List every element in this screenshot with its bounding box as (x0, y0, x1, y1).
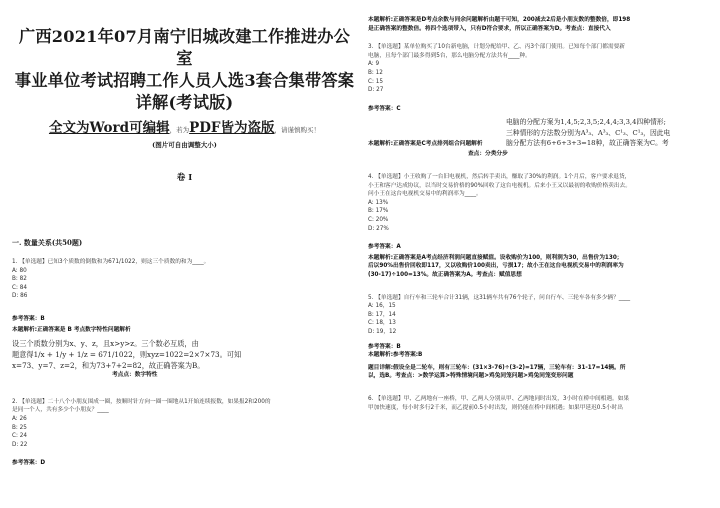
q4-explanation (368, 254, 712, 280)
doc-title-line1: 广西2021年07月南宁旧城改建工作推进办公室 (19, 27, 350, 68)
q2-option-d: D: 22 (12, 441, 28, 448)
q2-option-a: A: 26 (12, 415, 27, 422)
q2-answer: 参考答案：D (12, 460, 46, 467)
q4-answer: 参考答案：A (368, 244, 401, 251)
q2-explain-line1: 本题解析:正确答案是D考点余数与同余问题解析由题干可知，200减去2后是小朋友数的整数倍，即198 (368, 17, 631, 23)
q1-option-a: A: 80 (12, 267, 27, 274)
volume-label: 卷 I (176, 173, 193, 183)
doc-title-line3: 详解(考试版) (135, 93, 234, 112)
left-column (12, 0, 357, 508)
q3-option-c: C: 15 (368, 78, 383, 85)
q1-point: 考点点：数字特性 (112, 372, 158, 379)
q1-explain-head: 本题解析:正确答案是 B 考点数字特性问题解析 (12, 326, 131, 333)
banner-pdf-warning: PDF皆为盗版 (189, 120, 275, 136)
q5-explanation (368, 364, 712, 381)
q1-solution-line1: 设三个质数分别为x、y、z，且x>y>z。三个数必互质，由 (12, 339, 199, 349)
q1-solution (12, 338, 357, 371)
q2-option-c: C: 24 (12, 433, 27, 440)
right-column (368, 0, 712, 508)
q3-point: 查点：分类分步 (468, 151, 508, 158)
q5-stem: 5. 【单选题】自行车和三轮车合计31辆，这31辆车共有76个轮子，问自行车、三轮车各有多少辆？____ (368, 294, 631, 301)
q3-option-d: D: 27 (368, 87, 384, 94)
editable-banner (12, 118, 357, 139)
q4-stem-line1: 4. 【单选题】小王收购了一台旧电视机，然后转手卖出，赚取了30%的利润。1个月后，客户要求退货， (368, 174, 631, 181)
q3-stem-line1: 3. 【单选题】某单位购买了10台新电脑，计划分配给甲、乙、丙3个部门使用。已知每个部门都需要新 (368, 44, 625, 51)
section-heading: 一. 数量关系(共50题) (12, 238, 83, 247)
q1-option-b: B: 82 (12, 276, 27, 283)
q6-stem-line1: 6. 【单选题】甲、乙两地有一座桥，甲、乙两人分别从甲、乙两地同时出发，3小时在桥中间相遇。如果 (368, 395, 630, 402)
q4-option-d: D: 27% (368, 225, 389, 232)
banner-word-editable: 全文为Word可编辑 (48, 120, 170, 136)
q1-answer: 参考答案：B (12, 315, 45, 322)
banner-note: ，请谨慎购买！ (274, 126, 321, 134)
q2-stem-line1: 2. 【单选题】二十八个小朋友围成一圈，按顺时针方向一圈一圈地从1开始连续报数，如果报2和200的 (12, 398, 271, 405)
q4-stem-line3: 问小王在这台电视机交易中的利润率为____。 (368, 191, 482, 198)
banner-mid: ，若为 (169, 126, 190, 134)
q3-solution-line3: 脑分配方法有6+6+3+3=18种，故正确答案为C。考 (506, 139, 669, 148)
q5-option-b: B: 17，14 (368, 311, 396, 318)
doc-title-line2: 事业单位考试招聘工作人员人选3套合集带答案 (14, 71, 355, 90)
q3-answer: 参考答案：C (368, 105, 401, 112)
q4-explain-line1: 本题解析:正确答案是A考点经济利润问题直接赋值。设收购价为100，则利润为30，出售价为130； (368, 254, 623, 261)
q4-explain-line2: 后以90%出售价回收即117，又以收购价100卖出，亏损17；故小王在这台电视机交易中的利润率为 (368, 263, 624, 270)
q3-option-a: A: 9 (368, 61, 380, 68)
question-4 (368, 173, 712, 233)
q4-option-a: A: 13% (368, 199, 389, 206)
q3-explain-head: 本题解析:正确答案是C考点排列组合问题解析 (368, 140, 483, 147)
question-2 (12, 398, 357, 450)
q6-stem-line2: 甲加快速度，每小时多行2千米，而乙提前0.5小时出发，则仍能在桥中间相遇；如果甲延迟0.5小时出 (368, 404, 623, 411)
q5-option-c: C: 18，13 (368, 320, 396, 327)
q1-option-d: D: 86 (12, 293, 28, 300)
q2-explanation (368, 16, 712, 33)
question-6 (368, 395, 712, 412)
q1-stem: 1. 【单选题】已知3个质数的倒数和为671/1022，则这三个质数的和为____。 (12, 259, 210, 265)
q5-answer: 参考答案：B (368, 343, 401, 350)
image-resize-note: (图片可自由调整大小) (152, 141, 217, 149)
q3-solution-line2: 三种情形的方法数分别为A³₃、A³₃、C¹₃、C¹₃，因此电 (506, 128, 671, 137)
q5-explain-line2: 以，选B。考查点：>数学运算>特殊情境问题>鸡兔同笼问题>鸡兔同笼变形问题 (368, 373, 574, 380)
q5-option-a: A: 16，15 (368, 303, 396, 310)
q2-stem-line2: 是同一个人，共有多少个小朋友？____ (12, 407, 109, 414)
q3-solution-line1: 电脑的分配方案为1,4,5;2,3,5;2,4,4;3,3,4四种情形; (506, 118, 666, 127)
q5-option-d: D: 19，12 (368, 328, 397, 335)
q5-explain-line1: 题目详解:假设全是二轮车，则有三轮车：(31×3-76)÷(3-2)=17辆，三轮车有：31-17=14辆。所 (368, 364, 626, 371)
q3-option-b: B: 12 (368, 69, 383, 76)
q4-option-b: B: 17% (368, 208, 389, 215)
q1-solution-line2: 题意得1/x + 1/y + 1/z = 671/1022，则xyz=1022=2×7×73。可知 (12, 350, 242, 360)
q4-option-c: C: 20% (368, 217, 389, 223)
q5-explain-head: 本题解析:参考答案:B (368, 352, 423, 359)
q4-explain-line3: (30-17)÷100=13%。故正确答案为A。考查点：赋值思想 (368, 271, 522, 278)
q3-stem-line2: 电脑，且每个部门最多得到5台，那么电脑分配方法共有____种。 (368, 52, 531, 59)
question-3 (368, 43, 712, 95)
q4-stem-line2: 小王和客户达成协议，以当时交易价格的90%回收了这台电视机。后来小王又以最初的收购价格卖出去。 (368, 182, 631, 189)
question-5 (368, 294, 712, 337)
q2-option-b: B: 25 (12, 424, 27, 431)
q1-solution-line3: x=73、y=7、z=2，和为73+7+2=82，故正确答案为B。 (12, 361, 205, 371)
q2-explain-line2: 是正确答案的整数倍。将四个选项带入，只有D符合要求，所以正确答案为D。考查点：直接代入 (368, 25, 611, 32)
question-1 (12, 258, 357, 301)
q1-option-c: C: 84 (12, 284, 27, 291)
